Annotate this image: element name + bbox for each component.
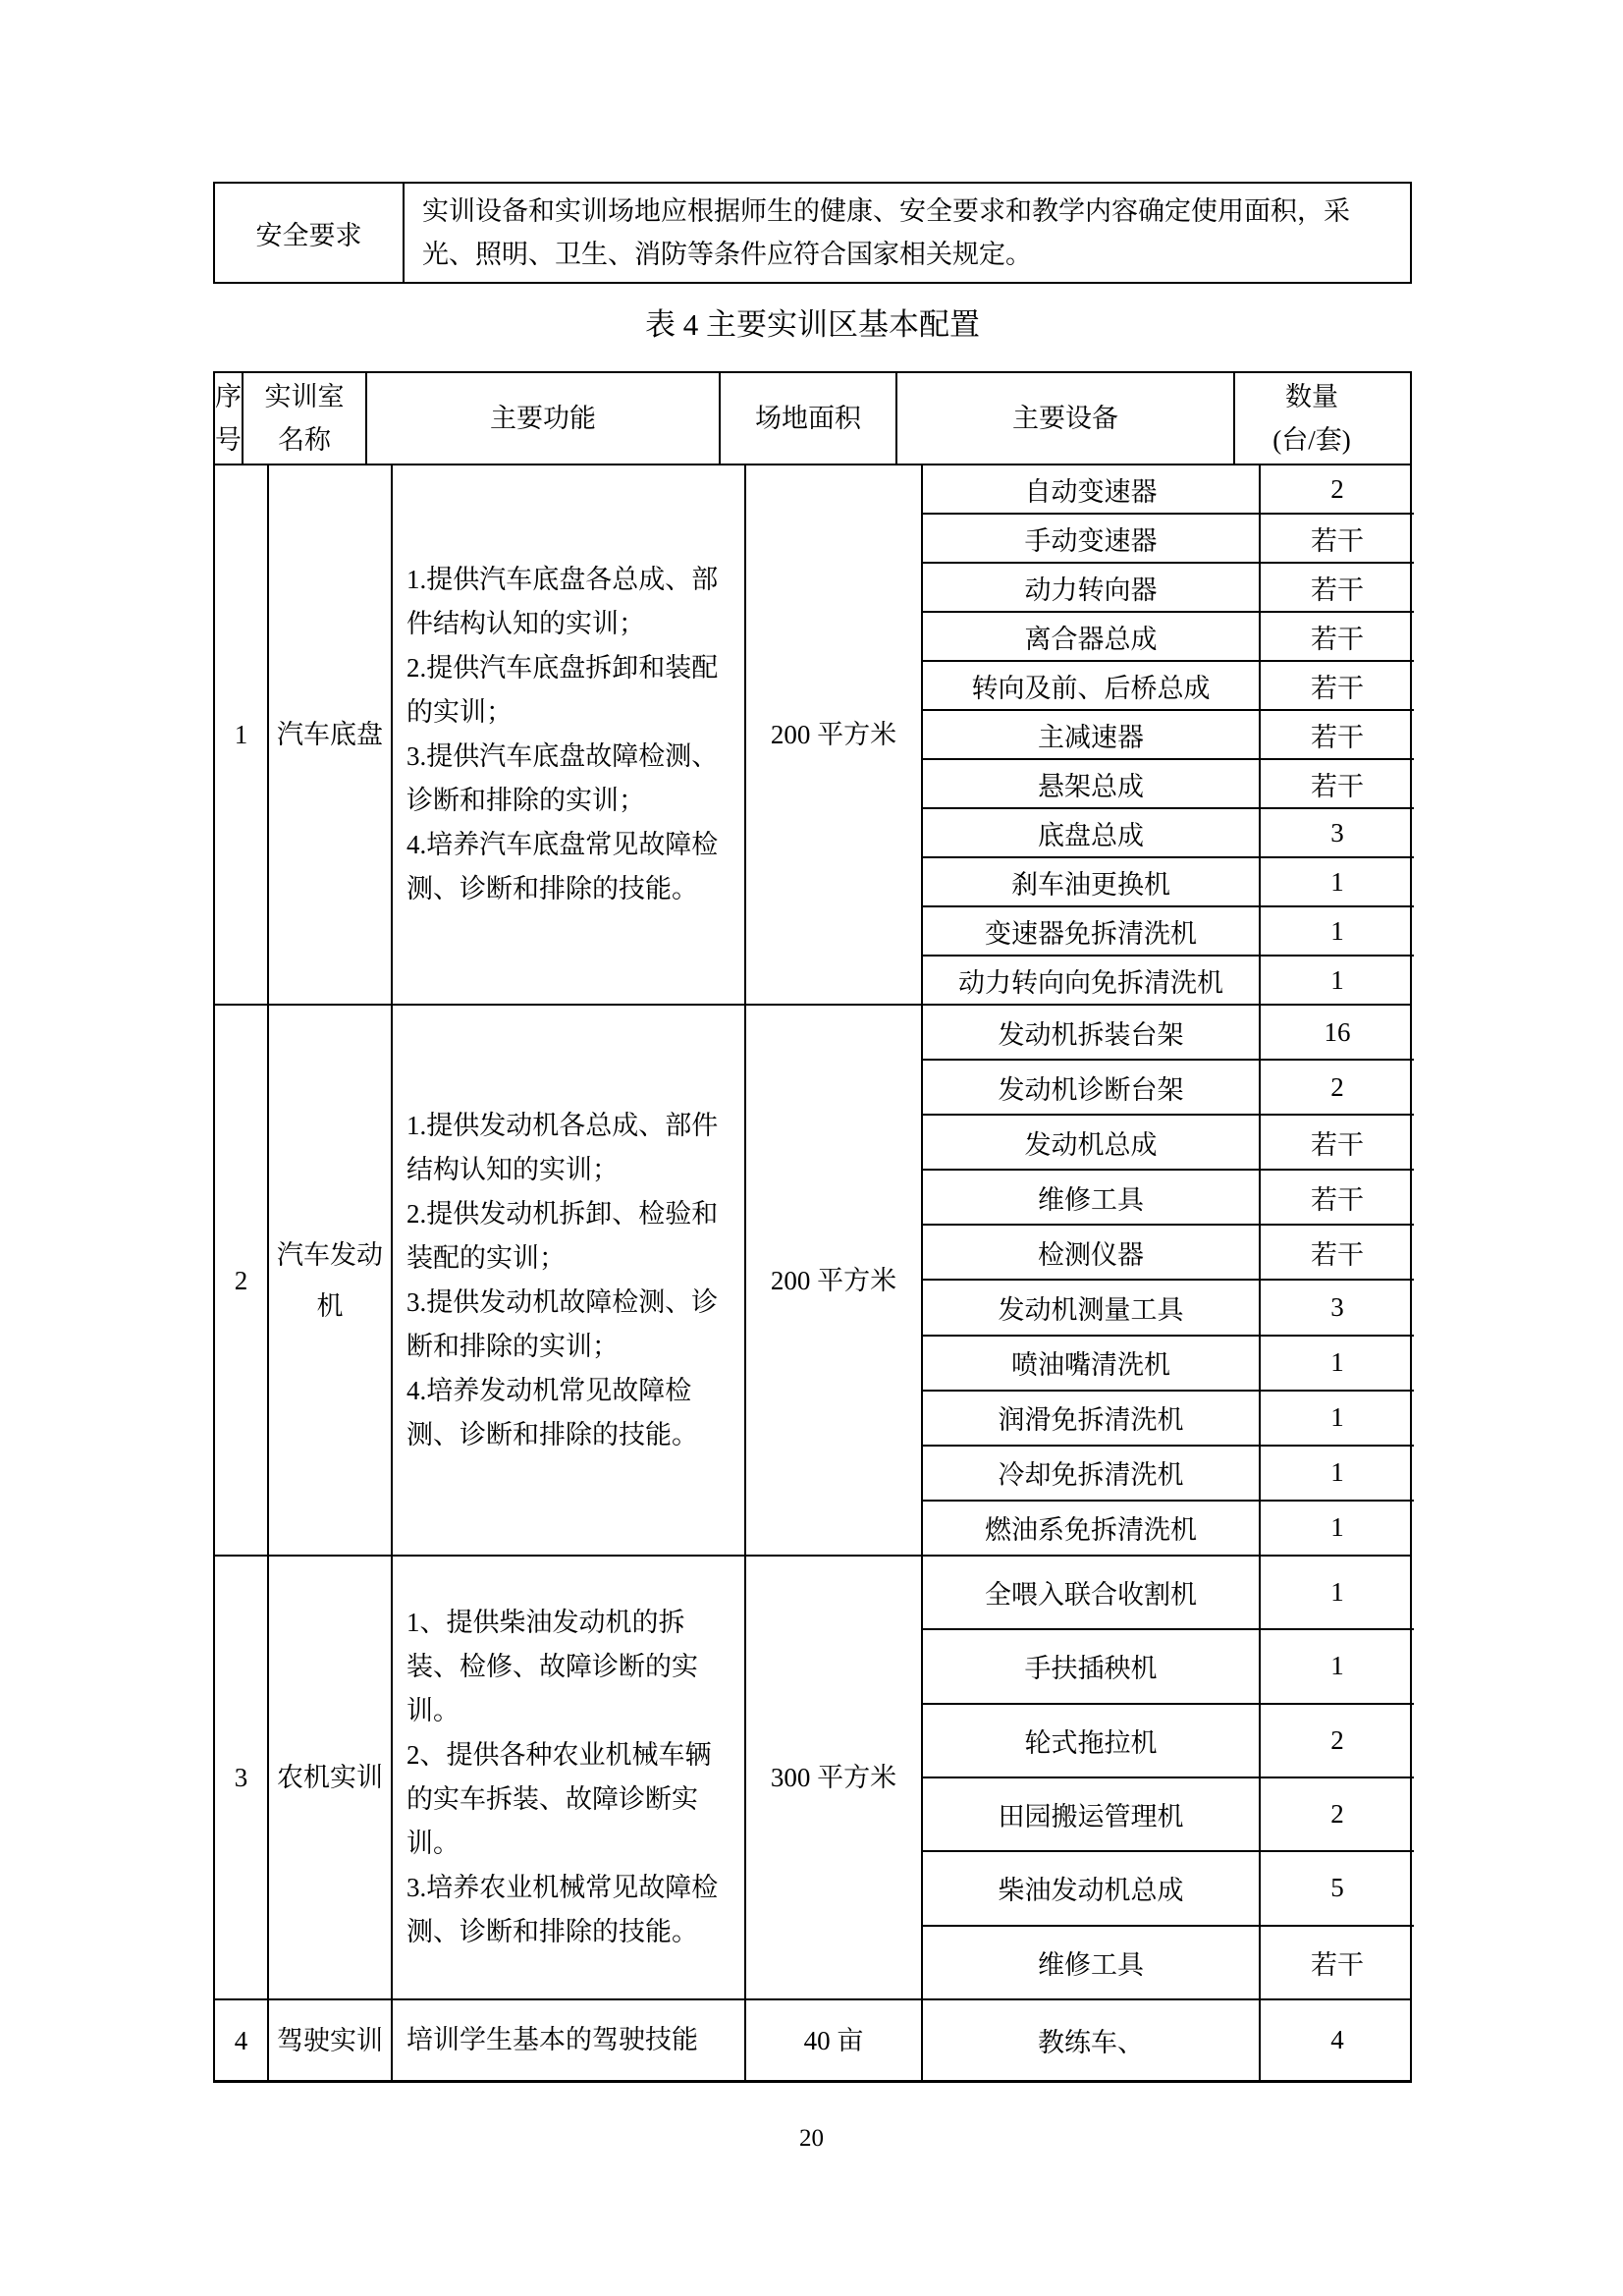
equipment-row	[923, 1392, 1414, 1447]
safety-label-cell: 安全要求	[215, 184, 405, 282]
functions-cell	[393, 1006, 746, 1555]
equipment-row	[923, 465, 1414, 515]
safety-text: 实训设备和实训场地应根据师生的健康、安全要求和教学内容确定使用面积，采光、照明、卫生、消防等条件应符合国家相关规定。	[422, 196, 1350, 269]
equipment-qty: 若干	[1311, 525, 1364, 556]
row-no: 1	[215, 465, 269, 1004]
equipment-qty: 4	[1330, 2025, 1344, 2054]
row-no: 4	[215, 2000, 269, 2080]
function-item: 1.提供汽车底盘各总成、部件结构认知的实训；	[406, 565, 719, 638]
equipment-list	[923, 465, 1414, 1004]
equipment-qty: 3	[1330, 1292, 1344, 1323]
equipment-name: 发动机测量工具	[923, 1281, 1261, 1334]
header-no: 序号	[215, 373, 243, 464]
table-row-section-2	[215, 1006, 1410, 1557]
training-area-table	[213, 371, 1412, 2083]
equipment-qty: 2	[1330, 1724, 1344, 1755]
equipment-name: 发动机总成	[923, 1116, 1261, 1169]
equipment-qty: 2	[1330, 473, 1344, 504]
equipment-name: 手扶插秧机	[923, 1630, 1261, 1702]
equipment-name: 底盘总成	[923, 809, 1261, 856]
equipment-qty: 若干	[1311, 722, 1364, 752]
equipment-name: 主减速器	[923, 711, 1261, 758]
equipment-row	[923, 1337, 1414, 1392]
table-header-row	[215, 373, 1410, 465]
equipment-qty: 若干	[1311, 1184, 1364, 1215]
area-cell: 300 平方米	[746, 1557, 923, 1998]
equipment-row	[923, 957, 1414, 1004]
equipment-qty: 2	[1330, 1071, 1344, 1102]
function-item: 2、提供各种农业机械车辆的实车拆装、故障诊断实训。	[406, 1740, 712, 1858]
equipment-row	[923, 1630, 1414, 1704]
equipment-row	[923, 711, 1414, 760]
equipment-name: 变速器免拆清洗机	[923, 907, 1261, 955]
table-row-section-1	[215, 465, 1410, 1006]
row-no: 3	[215, 1557, 269, 1998]
equipment-row	[923, 564, 1414, 613]
equipment-name: 维修工具	[923, 1927, 1261, 1998]
equipment-row	[923, 1281, 1414, 1336]
equipment-row	[923, 1171, 1414, 1226]
equipment-row	[923, 1061, 1414, 1116]
functions-cell	[393, 1557, 746, 1998]
equipment-name: 发动机拆装台架	[923, 1006, 1261, 1059]
equipment-row	[923, 1852, 1414, 1926]
header-functions: 主要功能	[367, 373, 721, 464]
area-cell: 200 平方米	[746, 1006, 923, 1555]
table-row-section-4	[215, 2000, 1410, 2080]
table-row-section-3	[215, 1557, 1410, 2000]
equipment-row	[923, 1116, 1414, 1171]
equipment-row	[923, 1502, 1414, 1555]
equipment-list	[923, 1006, 1414, 1555]
equipment-name: 润滑免拆清洗机	[923, 1392, 1261, 1445]
equipment-qty: 1	[1330, 1651, 1344, 1681]
header-area: 场地面积	[721, 373, 897, 464]
equipment-qty: 1	[1330, 915, 1344, 946]
functions-cell	[393, 2000, 746, 2080]
equipment-qty: 若干	[1311, 1239, 1364, 1270]
function-item: 4.培养发动机常见故障检测、诊断和排除的技能。	[406, 1375, 698, 1449]
equipment-name: 悬架总成	[923, 760, 1261, 807]
equipment-row	[923, 613, 1414, 662]
table-title: 表 4 主要实训区基本配置	[645, 307, 980, 342]
header-qty	[1235, 373, 1388, 464]
header-equipment: 主要设备	[897, 373, 1235, 464]
header-room: 实训室名称	[243, 373, 367, 464]
equipment-row	[923, 809, 1414, 858]
equipment-qty: 3	[1330, 817, 1344, 847]
equipment-row	[923, 662, 1414, 711]
equipment-qty: 若干	[1311, 771, 1364, 801]
area-cell: 200 平方米	[746, 465, 923, 1004]
area-cell: 40 亩	[746, 2000, 923, 2080]
equipment-name: 转向及前、后桥总成	[923, 662, 1261, 709]
function-item: 3.培养农业机械常见故障检测、诊断和排除的技能。	[406, 1873, 719, 1946]
function-item: 培训学生基本的驾驶技能	[406, 2025, 698, 2054]
equipment-name: 维修工具	[923, 1171, 1261, 1224]
equipment-row	[923, 1927, 1414, 1998]
equipment-list	[923, 1557, 1414, 1998]
equipment-qty: 1	[1330, 1512, 1344, 1543]
equipment-name: 轮式拖拉机	[923, 1705, 1261, 1777]
equipment-qty: 1	[1330, 866, 1344, 897]
equipment-name: 发动机诊断台架	[923, 1061, 1261, 1114]
room-name: 驾驶实训	[269, 2000, 393, 2080]
function-item: 3.提供发动机故障检测、诊断和排除的实训；	[406, 1286, 719, 1361]
equipment-name: 喷油嘴清洗机	[923, 1337, 1261, 1390]
equipment-name: 燃油系免拆清洗机	[923, 1502, 1261, 1555]
equipment-qty: 若干	[1311, 1949, 1364, 1980]
equipment-name: 检测仪器	[923, 1226, 1261, 1279]
function-item: 1.提供发动机各总成、部件结构认知的实训；	[406, 1110, 719, 1184]
equipment-name: 离合器总成	[923, 613, 1261, 660]
equipment-row	[923, 515, 1414, 564]
header-qty-line2: (台/套)	[1272, 425, 1351, 455]
equipment-row	[923, 1447, 1414, 1502]
equipment-qty: 2	[1330, 1799, 1344, 1830]
equipment-qty: 若干	[1311, 624, 1364, 654]
equipment-row	[923, 1705, 1414, 1778]
equipment-qty: 5	[1330, 1873, 1344, 1903]
equipment-row	[923, 1226, 1414, 1281]
equipment-qty: 若干	[1311, 574, 1364, 605]
header-qty-line1: 数量	[1285, 382, 1338, 411]
equipment-qty: 1	[1330, 964, 1344, 995]
function-item: 3.提供汽车底盘故障检测、诊断和排除的实训；	[406, 741, 719, 815]
equipment-name: 自动变速器	[923, 465, 1261, 513]
equipment-name: 动力转向器	[923, 564, 1261, 611]
equipment-row	[923, 760, 1414, 809]
equipment-name: 手动变速器	[923, 515, 1261, 562]
room-name: 汽车底盘	[269, 465, 393, 1004]
safety-text-cell	[405, 184, 1410, 282]
row-no: 2	[215, 1006, 269, 1555]
equipment-qty: 1	[1330, 1577, 1344, 1608]
equipment-name: 全喂入联合收割机	[923, 1557, 1261, 1628]
equipment-name: 冷却免拆清洗机	[923, 1447, 1261, 1500]
equipment-qty: 1	[1330, 1347, 1344, 1378]
equipment-list	[923, 2000, 1414, 2080]
page-number: 20	[799, 2125, 824, 2152]
page-content	[213, 0, 1412, 2083]
equipment-qty: 1	[1330, 1457, 1344, 1488]
functions-cell	[393, 465, 746, 1004]
equipment-name: 动力转向向免拆清洗机	[923, 957, 1261, 1004]
room-name: 农机实训	[269, 1557, 393, 1998]
room-name: 汽车发动机	[269, 1006, 393, 1555]
equipment-row	[923, 2000, 1414, 2080]
equipment-row	[923, 1778, 1414, 1852]
equipment-row	[923, 907, 1414, 957]
function-item: 4.培养汽车底盘常见故障检测、诊断和排除的技能。	[406, 830, 719, 903]
equipment-row	[923, 858, 1414, 907]
equipment-qty: 若干	[1311, 673, 1364, 703]
equipment-row	[923, 1006, 1414, 1061]
equipment-qty: 16	[1324, 1016, 1351, 1047]
function-item: 2.提供发动机拆卸、检验和装配的实训；	[406, 1198, 719, 1273]
equipment-name: 刹车油更换机	[923, 858, 1261, 905]
equipment-qty: 若干	[1311, 1129, 1364, 1160]
function-item: 1、提供柴油发动机的拆装、检修、故障诊断的实训。	[406, 1608, 698, 1725]
equipment-name: 教练车、	[923, 2000, 1261, 2080]
equipment-row	[923, 1557, 1414, 1630]
equipment-name: 田园搬运管理机	[923, 1778, 1261, 1850]
function-item: 2.提供汽车底盘拆卸和装配的实训；	[406, 653, 719, 727]
equipment-qty: 1	[1330, 1402, 1344, 1433]
equipment-name: 柴油发动机总成	[923, 1852, 1261, 1924]
safety-requirements-table	[213, 182, 1412, 284]
